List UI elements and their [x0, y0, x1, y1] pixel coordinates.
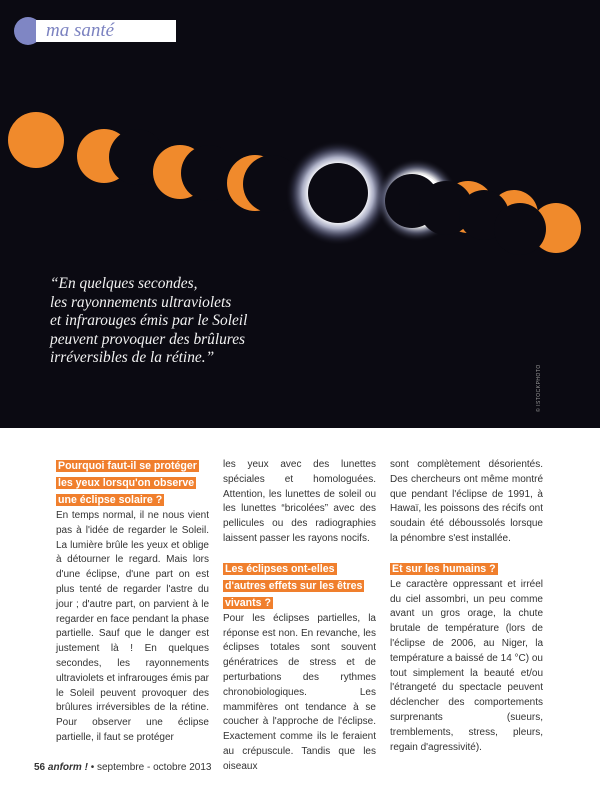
pull-quote — [50, 275, 270, 368]
page-footer — [34, 762, 211, 773]
article-column-2 — [223, 458, 376, 775]
question-heading-text: Et sur les humains ? — [392, 562, 496, 575]
answer-text-1-continued: les yeux avec des lunettes spéciales et homologuées. Attention, les lunettes de soleil ou les lunettes “bricolées” avec des pellicules ou des radiographies laissent passer les rayons nocifs. — [223, 459, 376, 544]
answer-text-3: Le caractère oppressant et irréel du ciel assombri, un peu comme avant un gros orage, la chute brutale de température (lors de l'éclipse de 2006, au Niger, la température a baissé de 14 °C) ou tout simplement la beauté et/ou l'étrangeté du spectacle peuvent déclencher des comportements surprenants (sueurs, tremblements, stress, pleurs, regain d'agressivité). — [390, 578, 543, 753]
page-number: 56 — [34, 762, 46, 773]
section-badge — [14, 17, 164, 45]
question-heading-2 — [223, 561, 376, 612]
quote-line: les rayonnements ultraviolets — [50, 293, 232, 311]
article-column-1 — [56, 458, 209, 746]
quote-line: et infrarouges émis par le Soleil — [50, 312, 248, 329]
moon-disc — [308, 163, 368, 223]
issue-date: • septembre - octobre 2013 — [90, 762, 212, 773]
sun-disc — [8, 112, 64, 168]
question-heading-text: Pourquoi faut-il se protéger les yeux lorsqu'on observe une éclipse solaire ? — [58, 460, 197, 506]
question-heading-3 — [390, 561, 543, 578]
quote-line: peuvent provoquer des brûlures — [50, 330, 246, 348]
article-column-3 — [390, 458, 543, 755]
question-heading-text: Les éclipses ont-elles d'autres effets sur les êtres vivants ? — [225, 562, 363, 609]
photo-credit: © ISTOCKPHOTO — [536, 364, 542, 412]
quote-line: “En quelques secondes, — [50, 275, 198, 292]
section-label: ma santé — [36, 20, 176, 42]
magazine-name: anform ! — [47, 762, 88, 773]
question-heading-1 — [56, 458, 209, 509]
answer-text-2-continued: sont complètement désorientés. Des chercheurs ont même montré que pendant l'éclipse de 1991, à Hawaï, les poissons des récifs ont soudain été déboussolés lorsque la pénombre s'est installée. — [390, 459, 543, 544]
quote-line: irréversibles de la rétine.” — [50, 349, 215, 366]
answer-text-1: En temps normal, il ne nous vient pas à l'idée de regarder le Soleil. La lumière brûle les yeux et oblige à détourner le regard. Mais lors d'une éclipse, d'une part on est plus tenté de regarder l'astre du jour ; d'autre part, on parvient à le regarder en face pendant la phase partielle. Sauf que le danger est justement là ! En quelques secondes, les rayonnements ultraviolets et infrarouges émis par le Soleil peuvent provoquer des brûlures irréversibles de la rétine. Pour observer une éclipse partielle, il faut se protéger — [56, 510, 209, 743]
moon-disc — [181, 145, 237, 201]
moon-disc — [494, 203, 546, 255]
answer-text-2: Pour les éclipses partielles, la réponse est non. En revanche, les éclipses totales sont souvent génératrices de stress et de perturbations des rythmes chronobiologiques. Les mammifères ont tendance à se coucher à l'approche de l'éclipse. Exactement comme ils le feraient au crépuscule. Tandis que les oiseaux — [223, 612, 376, 772]
